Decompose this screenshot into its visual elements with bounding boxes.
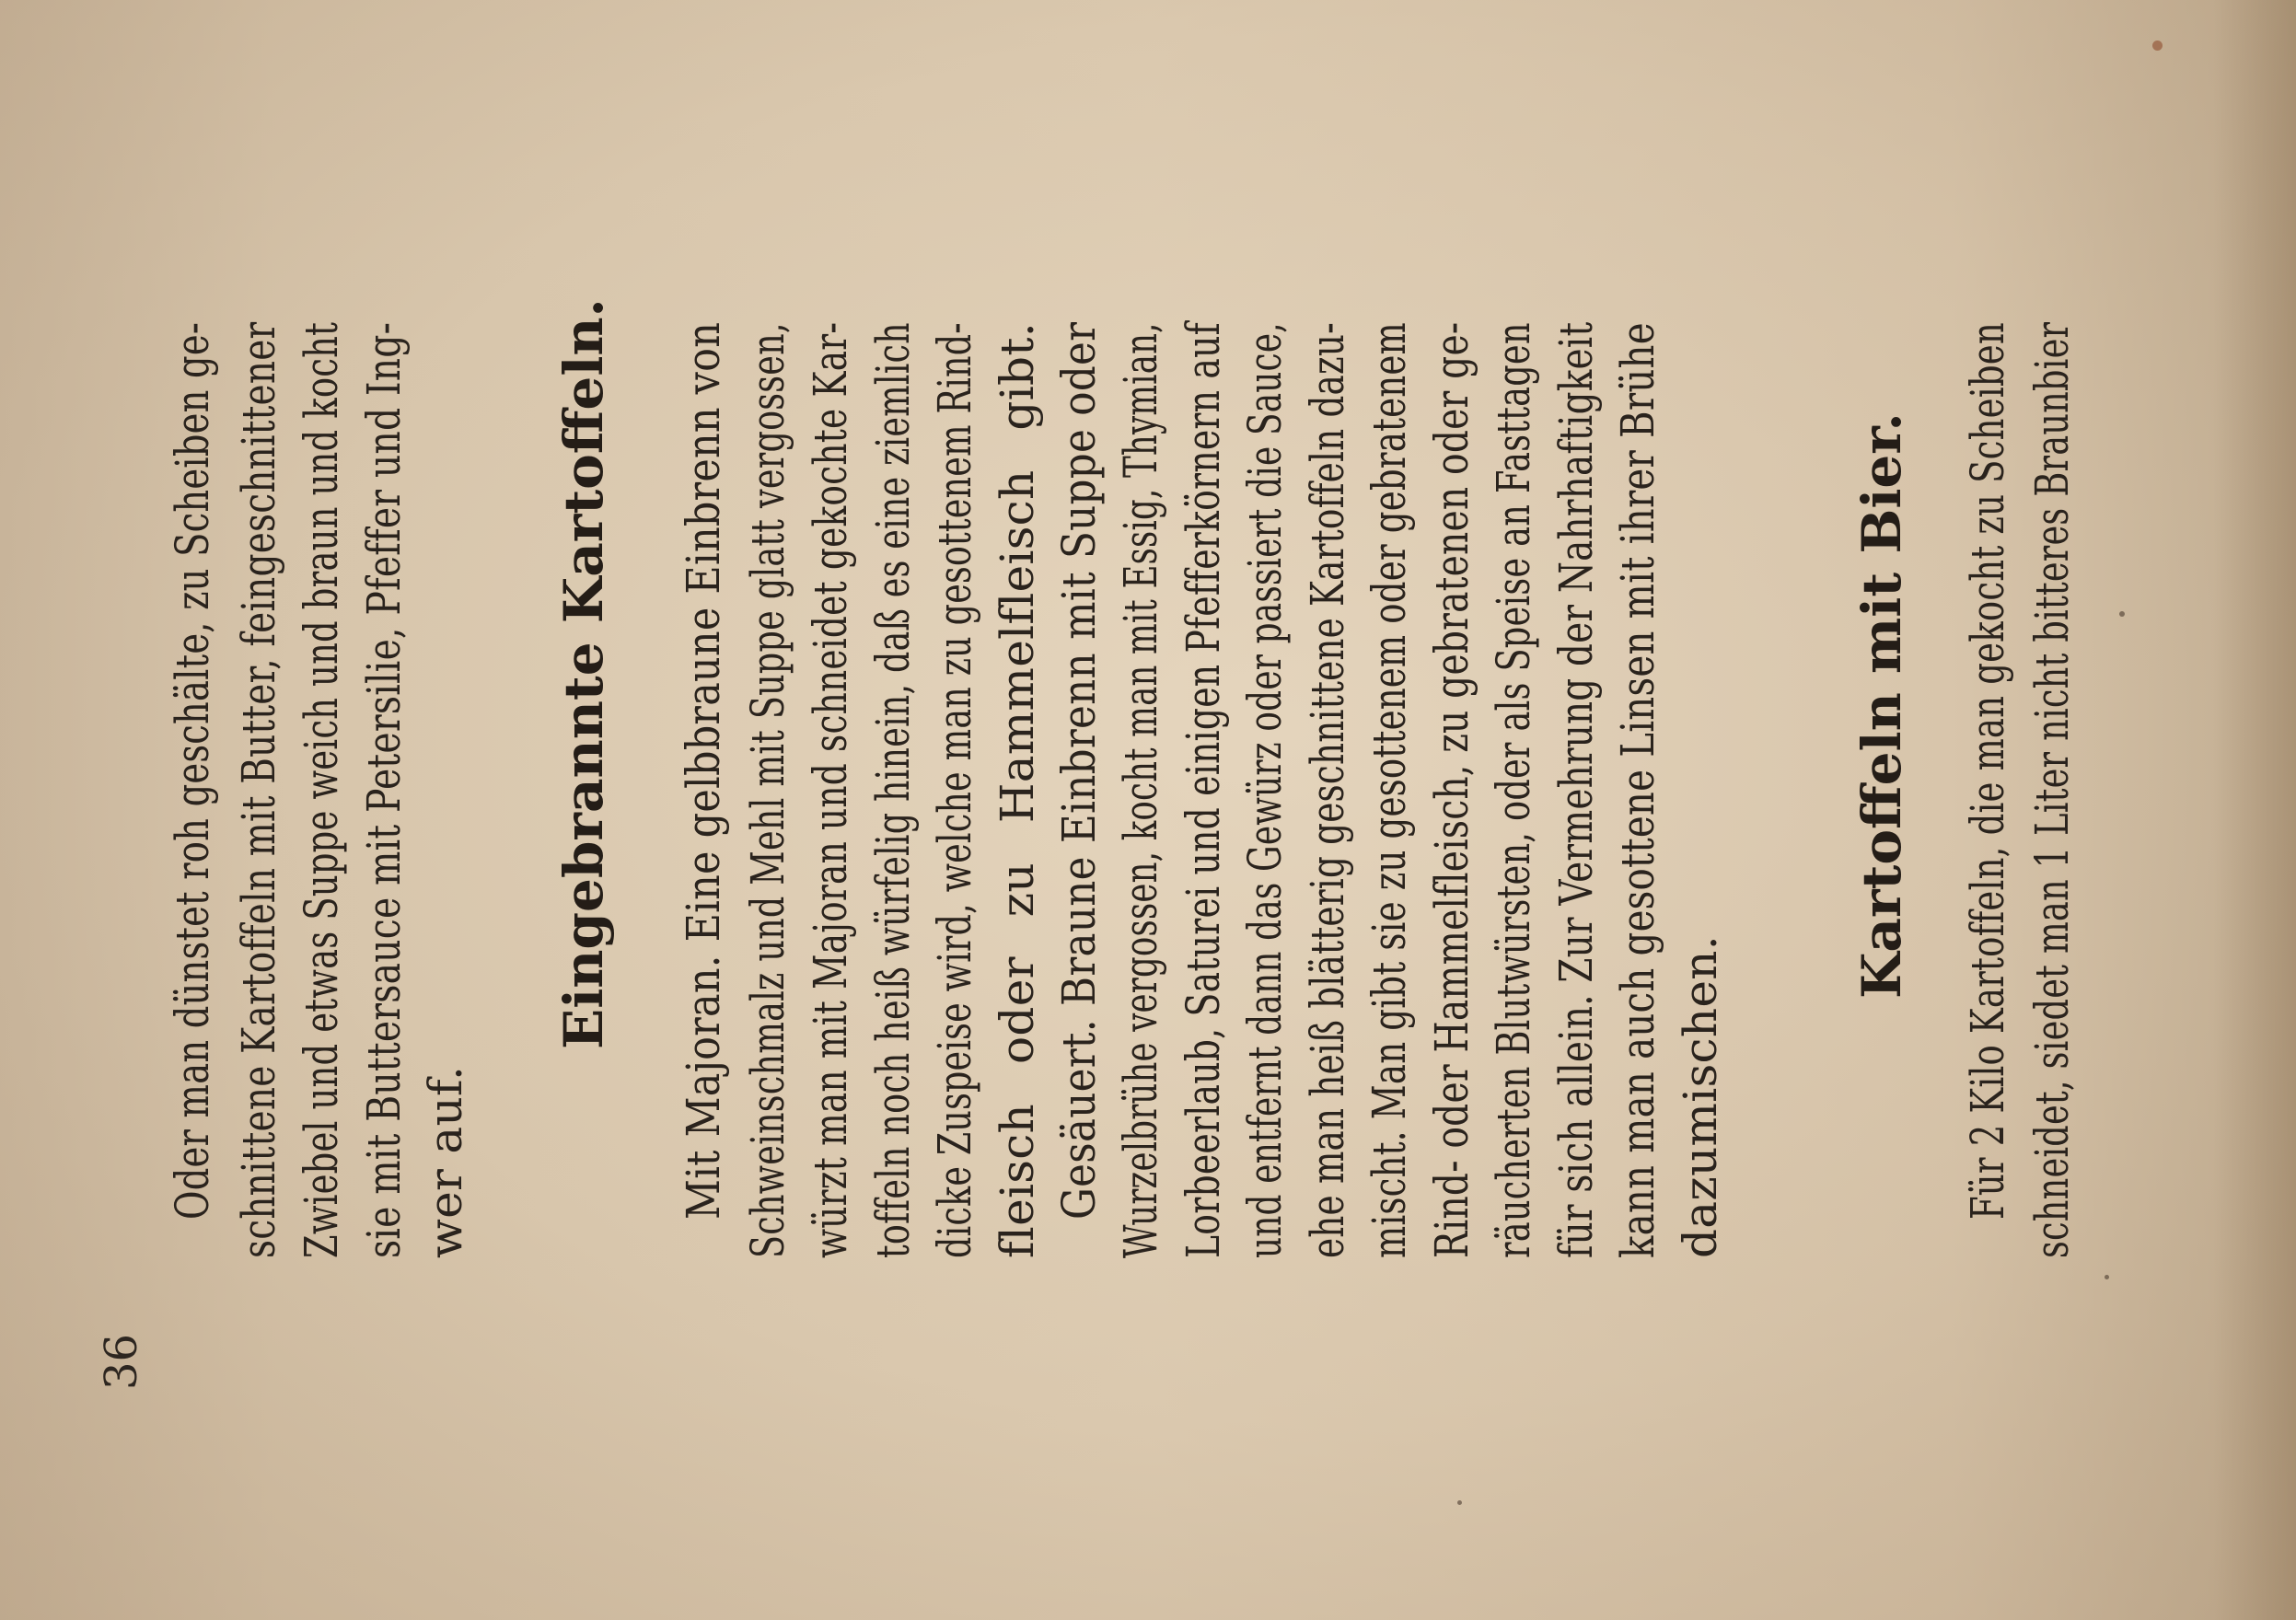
text-line: dicke Zuspeise wird, welche man zu gesottenem Rind- [928, 322, 981, 1258]
text-line: kann man auch gesottene Linsen mit ihrer Brühe [1611, 322, 1664, 1258]
text-line: sie mit Buttersauce mit Petersilie, Pfeffer und Ing- [357, 321, 411, 1258]
text-line: wer auf. [419, 1065, 472, 1258]
text-line: Zwiebel und etwas Suppe weich und braun und kocht [295, 321, 348, 1258]
text-line: Oder man dünstet roh geschälte, zu Scheiben ge- [166, 321, 219, 1220]
text-line: Mit Majoran. Eine gelbbraune Einbrenn von [677, 321, 730, 1220]
text-line: Für 2 Kilo Kartoffeln, die man gekocht zu Scheiben [1961, 322, 2014, 1220]
text-line: und entfernt dann das Gewürz oder passiert die Sauce, [1238, 322, 1292, 1258]
text-line: Wurzelbrühe vergossen, kocht man mit Essig, Thymian, [1114, 322, 1167, 1258]
text-line: mischt. Man gibt sie zu gesottenem oder gebratenem [1363, 322, 1416, 1258]
text-line: für sich allein. Zur Vermehrung der Nahrhaftigkeit [1549, 321, 1603, 1258]
text-line: ehe man heiß blätterig geschnittene Kartoffeln dazu- [1301, 322, 1354, 1258]
text-line: fleisch oder zu Hammelfleisch gibt. [991, 322, 1044, 1258]
text-line: dazumischen. [1674, 935, 1727, 1258]
text-line: schneidet, siedet man 1 Liter nicht bitteres Braunbier [2025, 321, 2079, 1258]
text-line: schnittene Kartoffeln mit Butter, feingeschnittener [232, 321, 285, 1258]
page-number: 36 [96, 1333, 147, 1390]
text-line: Schweinschmalz und Mehl mit Suppe glatt vergossen, [741, 322, 794, 1258]
section-heading: Eingebrannte Kartoffeln. [552, 298, 615, 1049]
text-line: räucherten Blutwürsten, oder als Speise an Fasttagen [1487, 322, 1540, 1258]
text-line: Rind- oder Hammelfleisch, zu gebratenen oder ge- [1425, 321, 1478, 1258]
section-heading: Kartoffeln mit Bier. [1850, 412, 1913, 999]
text-line: würzt man mit Majoran und schneidet gekochte Kar- [804, 321, 857, 1258]
text-line: Gesäuert. Braune Einbrenn mit Suppe oder [1052, 321, 1106, 1220]
text-line: toffeln noch heiß würfelig hinein, daß es eine ziemlich [866, 322, 920, 1258]
text-line: Lorbeerlaub, Saturei und einigen Pfefferkörnern auf [1177, 322, 1230, 1258]
